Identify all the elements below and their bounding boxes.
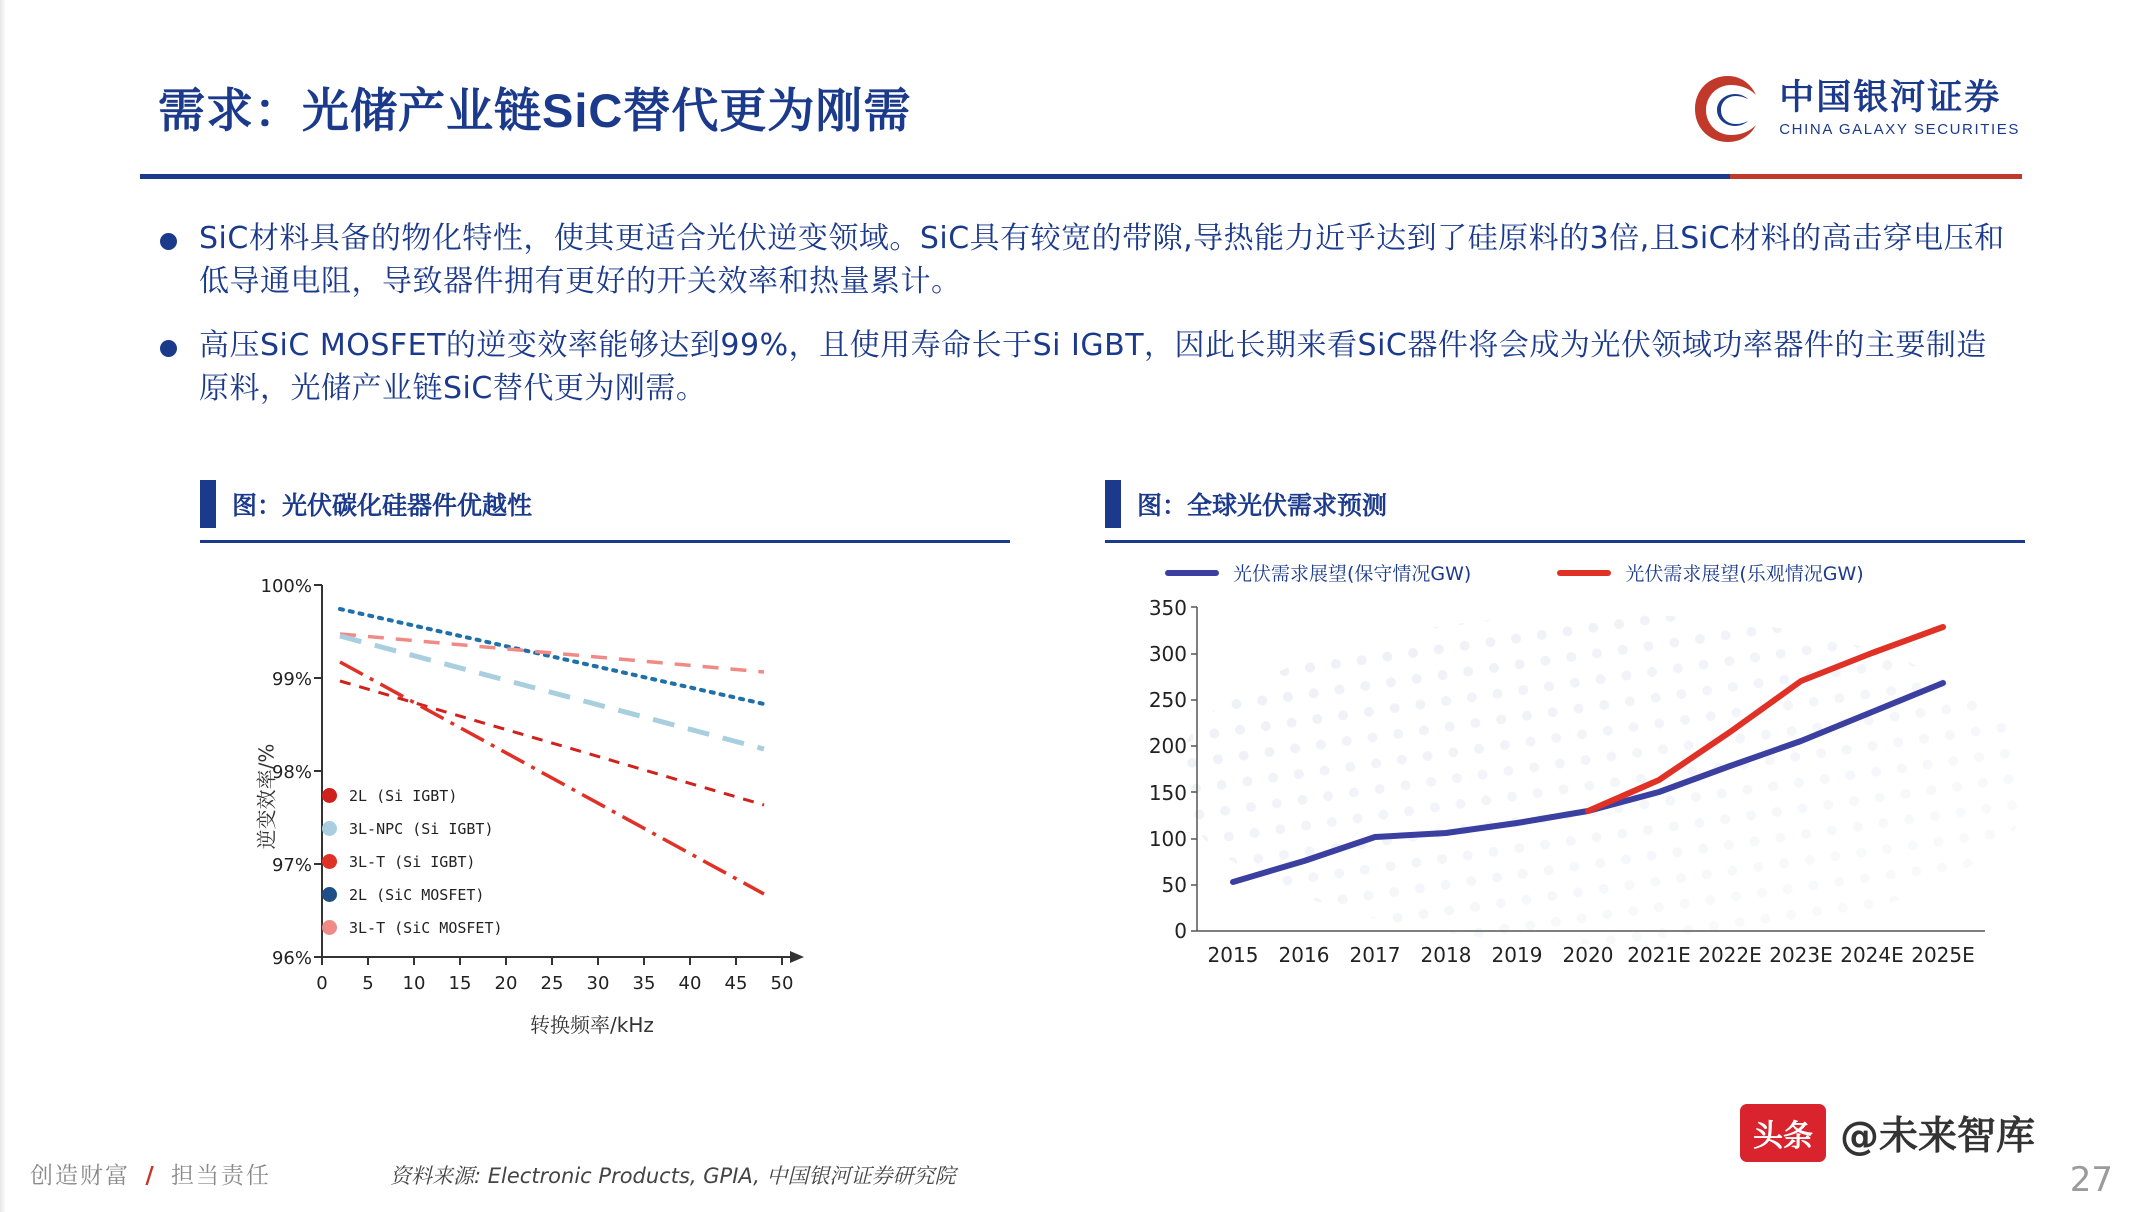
page-title: 需求：光储产业链SiC替代更为刚需	[158, 84, 912, 137]
watermark-text: @未来智库	[1839, 1114, 2035, 1159]
svg-text:100%: 100%	[260, 576, 312, 597]
legend-item	[322, 878, 503, 911]
svg-text:2021E: 2021E	[1627, 943, 1691, 967]
legend-label: 3L-T (Si IGBT)	[349, 852, 476, 871]
svg-text:35: 35	[632, 973, 656, 994]
svg-text:25: 25	[540, 973, 564, 994]
legend-label: 2L (SiC MOSFET)	[349, 885, 485, 904]
svg-text:2017: 2017	[1349, 943, 1401, 967]
svg-text:10: 10	[402, 973, 426, 994]
legend-marker-icon	[322, 920, 337, 935]
left-figure-panel	[200, 480, 1010, 1057]
svg-text:5: 5	[362, 973, 374, 994]
bullet-text: 高压SiC MOSFET的逆变效率能够达到99%，且使用寿命长于Si IGBT，因此长期来看SiC器件将会成为光伏领域功率器件的主要制造原料，光储产业链SiC替代更为刚需。	[199, 328, 1987, 406]
svg-text:200: 200	[1148, 734, 1187, 758]
header-rule-red	[1730, 174, 2022, 179]
company-logo	[1691, 72, 2020, 146]
left-panel-divider	[200, 540, 1010, 543]
svg-text:0: 0	[1174, 919, 1187, 943]
legend-item	[322, 845, 503, 878]
svg-text:97%: 97%	[271, 855, 312, 876]
svg-text:2023E: 2023E	[1769, 943, 1833, 967]
svg-text:350: 350	[1148, 596, 1187, 620]
right-figure-header	[1105, 480, 2025, 528]
source-note: 资料来源: Electronic Products, GPIA, 中国银河证券研究院	[390, 1164, 956, 1188]
pv-sic-efficiency-chart	[200, 557, 1010, 1057]
svg-text:99%: 99%	[271, 669, 312, 690]
svg-text:96%: 96%	[271, 948, 312, 969]
right-panel-divider	[1105, 540, 2025, 543]
legend-item	[322, 779, 503, 812]
global-pv-demand-forecast-chart	[1105, 559, 2025, 1029]
legend-marker-icon	[322, 887, 337, 902]
legend-label: 2L (Si IGBT)	[349, 786, 458, 805]
svg-text:300: 300	[1148, 642, 1187, 666]
left-chart-x-axis-label: 转换频率/kHz	[530, 1013, 654, 1037]
svg-text:150: 150	[1148, 781, 1187, 805]
legend-item	[322, 812, 503, 845]
bullet-list	[160, 218, 2020, 432]
footer-slogan-right: 担当责任	[171, 1163, 272, 1189]
legend-marker-icon	[322, 788, 337, 803]
logo-text-en: CHINA GALAXY SECURITIES	[1779, 120, 2020, 138]
svg-text:2024E: 2024E	[1840, 943, 1904, 967]
svg-text:0: 0	[316, 973, 328, 994]
left-chart-legend	[322, 779, 503, 944]
svg-text:2018: 2018	[1420, 943, 1472, 967]
left-chart-y-axis-label: 逆变效率/%	[254, 743, 279, 850]
slide-header	[140, 70, 2020, 162]
legend-item	[322, 911, 503, 944]
galaxy-logo-icon	[1691, 72, 1765, 146]
svg-text:50: 50	[1161, 873, 1187, 897]
legend-label: 3L-T (SiC MOSFET)	[349, 918, 503, 937]
svg-text:2016: 2016	[1278, 943, 1330, 967]
svg-text:100: 100	[1148, 827, 1187, 851]
left-figure-title: 图：光伏碳化硅器件优越性	[232, 491, 533, 520]
bullet-dot-icon	[160, 233, 177, 250]
svg-text:40: 40	[678, 973, 702, 994]
footer-slogan-left: 创造财富	[30, 1163, 130, 1189]
footer-slogan-separator: /	[145, 1163, 156, 1189]
left-figure-header	[200, 480, 1010, 528]
svg-text:20: 20	[494, 973, 518, 994]
svg-text:15: 15	[448, 973, 472, 994]
svg-text:250: 250	[1148, 688, 1187, 712]
svg-text:98%: 98%	[271, 762, 312, 783]
panel-accent-bar	[1105, 480, 1121, 528]
svg-text:2015: 2015	[1207, 943, 1259, 967]
watermark-badge: 头条	[1740, 1104, 1826, 1162]
svg-text:2019: 2019	[1491, 943, 1543, 967]
svg-text:2020: 2020	[1562, 943, 1614, 967]
right-figure-panel	[1105, 480, 2025, 1029]
list-item	[160, 325, 2020, 410]
svg-text:2025E: 2025E	[1911, 943, 1975, 967]
legend-marker-icon	[322, 854, 337, 869]
svg-text:50: 50	[770, 973, 794, 994]
svg-text:30: 30	[586, 973, 610, 994]
watermark	[1740, 1104, 2035, 1162]
bullet-text: SiC材料具备的物化特性，使其更适合光伏逆变领域。SiC具有较宽的带隙,导热能力近乎达到了硅原料的3倍,且SiC材料的高击穿电压和低导通电阻，导致器件拥有更好的开关效率和热量累计。	[199, 221, 2005, 299]
legend-label: 3L-NPC (Si IGBT)	[349, 819, 494, 838]
legend-label: 光伏需求展望(保守情况GW)	[1233, 563, 1472, 585]
page-number: 27	[2069, 1160, 2113, 1200]
slide-edge-shadow	[0, 0, 6, 1212]
panel-accent-bar	[200, 480, 216, 528]
svg-text:45: 45	[724, 973, 748, 994]
legend-label: 光伏需求展望(乐观情况GW)	[1625, 563, 1864, 585]
bullet-dot-icon	[160, 340, 177, 357]
svg-text:2022E: 2022E	[1698, 943, 1762, 967]
right-figure-title: 图：全球光伏需求预测	[1137, 491, 1388, 520]
legend-marker-icon	[322, 821, 337, 836]
footer-slogan	[30, 1157, 271, 1190]
logo-text-cn: 中国银河证券	[1779, 78, 2002, 118]
list-item	[160, 218, 2020, 303]
